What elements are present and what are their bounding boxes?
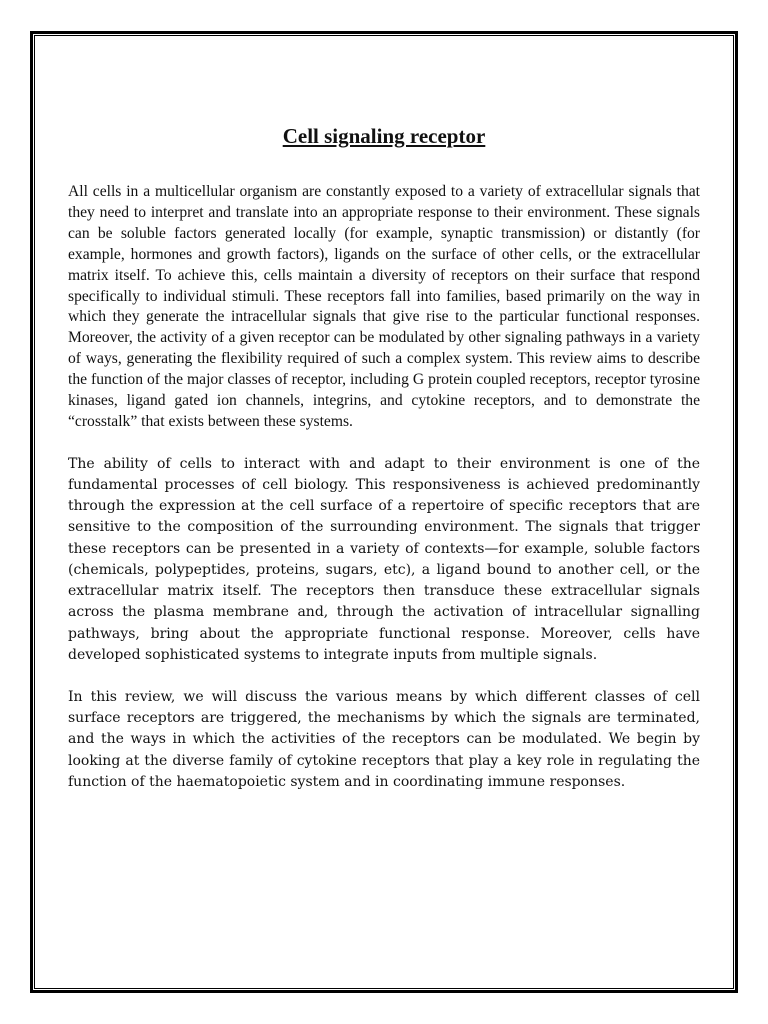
document-title: Cell signaling receptor — [282, 124, 486, 148]
paragraph-2: The ability of cells to interact with and adapt to their environment is one of the fundamental processes of cell biology. This responsiveness is achieved predominantly through the expression at the cell surface of a repertoire of specific receptors that are sensitive to the composition of the surrounding environment. The signals that trigger these receptors can be presented in a variety of contexts—for example, soluble factors (chemicals, polypeptides, proteins, sugars, etc), a ligand bound to another cell, or the extracellular matrix itself. The receptors then transduce these extracellular signals across the plasma membrane and, through the activation of intracellular signalling pathways, bring about the appropriate functional response. Moreover, cells have developed sophisticated systems to integrate inputs from multiple signals. — [68, 455, 700, 663]
paragraph-1: All cells in a multicellular organism are constantly exposed to a variety of extracellular signals that they need to interpret and translate into an appropriate response to their environment. These signals can be soluble factors generated locally (for example, synaptic transmission) or distantly (for example, hormones and growth factors), ligands on the surface of other cells, or the extracellular matrix itself. To achieve this, cells maintain a diversity of receptors on their surface that respond specifically to individual stimuli. These receptors fall into families, based primarily on the way in which they generate the intracellular signals that give rise to the particular functional responses. Moreover, the activity of a given receptor can be modulated by other signaling pathways in a variety of ways, generating the flexibility required of such a complex system. This review aims to describe the function of the major classes of receptor, including G protein coupled receptors, receptor tyrosine kinases, ligand gated ion channels, integrins, and cytokine receptors, and to demonstrate the “crosstalk” that exists between these systems. — [68, 183, 700, 430]
document-body — [68, 120, 700, 814]
paragraph-3: In this review, we will discuss the various means by which different classes of cell surface receptors are triggered, the mechanisms by which the signals are terminated, and the ways in which the activities of the receptors can be modulated. We begin by looking at the diverse family of cytokine receptors that play a key role in regulating the function of the haematopoietic system and in coordinating immune responses. — [68, 688, 700, 790]
